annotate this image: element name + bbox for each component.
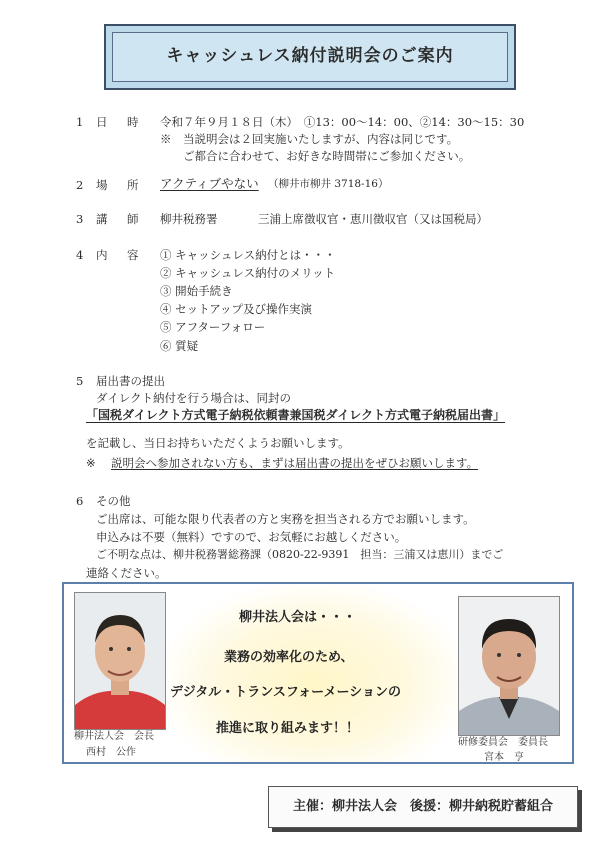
section-2-number: 2 xyxy=(76,178,84,192)
content-item: ⑤ アフターフォロー xyxy=(160,320,266,334)
submission-line-1: ダイレクト納付を行う場合は、同封の xyxy=(96,391,292,405)
organizer-footer xyxy=(268,786,578,828)
chairman-name: 西村 公作 xyxy=(86,747,136,758)
datetime-note-1: ※ 当説明会は２回実施いたしますが、内容は同じです。 xyxy=(160,132,459,146)
submission-form-name: 「国税ダイレクト方式電子納税依頼書兼国税ダイレクト方式電子納税届出書」 xyxy=(86,408,506,422)
title-banner-inner xyxy=(112,32,508,82)
panel-message-line-2: 業務の効率化のため、 xyxy=(224,650,354,665)
section-4-number: 4 xyxy=(76,248,84,262)
datetime-note-2: ご都合に合わせて、お好きな時間帯にご参加ください。 xyxy=(183,149,471,163)
section-6-number: 6 xyxy=(76,494,84,508)
committee-chair-name: 宮本 亨 xyxy=(484,752,524,763)
submission-line-2: を記載し、当日お持ちいただくようお願いします。 xyxy=(86,436,350,450)
content-item: ① キャッシュレス納付とは・・・ xyxy=(160,248,336,262)
footer-corner xyxy=(569,786,578,795)
panel-message-line-4: 推進に取り組みます！！ xyxy=(216,721,360,736)
lecturer-office: 柳井税務署 xyxy=(160,212,218,226)
content-item: ④ セットアップ及び操作実演 xyxy=(160,302,313,316)
submission-note: 説明会へ参加されない方も、まずは届出書の提出をぜひお願いします。 xyxy=(111,456,479,470)
footer-corner xyxy=(268,786,277,795)
section-2-label: 場 所 xyxy=(96,178,143,192)
lecturer-people: 三浦上席徴収官・恵川徴収官（又は国税局） xyxy=(258,212,488,226)
page-title: キャッシュレス納付説明会のご案内 xyxy=(166,46,454,67)
venue-address: （柳井市柳井 3718-16） xyxy=(268,178,389,190)
section-1-label: 日 時 xyxy=(96,115,143,129)
section-5-number: 5 xyxy=(76,374,84,388)
title-banner xyxy=(104,24,516,90)
panel-message-line-3: デジタル・トランスフォーメーションの xyxy=(170,685,402,700)
association-panel xyxy=(62,582,574,764)
section-3-number: 3 xyxy=(76,212,84,226)
submission-heading: 届出書の提出 xyxy=(96,374,165,388)
other-line-2: 申込みは不要（無料）ですので、お気軽にお越しください。 xyxy=(96,530,407,544)
other-line-1: ご出席は、可能な限り代表者の方と実務を担当される方でお願いします。 xyxy=(96,512,475,526)
chairman-role: 柳井法人会 会長 xyxy=(74,731,154,742)
content-item: ⑥ 質疑 xyxy=(160,339,199,353)
other-heading: その他 xyxy=(96,494,131,508)
content-item: ③ 開始手続き xyxy=(160,284,233,298)
datetime-value: 令和７年９月１８日（木） ①13：00～14：00、②14：30～15：30 xyxy=(160,115,525,129)
submission-note-mark: ※ xyxy=(86,456,96,470)
venue-name: アクティブやない xyxy=(160,176,259,191)
organizer-text: 主催：柳井法人会 後援：柳井納税貯蓄組合 xyxy=(292,798,553,814)
content-item: ② キャッシュレス納付のメリット xyxy=(160,266,336,280)
section-3-label: 講 師 xyxy=(96,212,143,226)
chairman-photo xyxy=(74,592,166,730)
section-4-label: 内 容 xyxy=(96,248,143,262)
committee-chair-photo xyxy=(458,596,560,736)
committee-chair-role: 研修委員会 委員長 xyxy=(458,737,548,748)
other-line-4: 連絡ください。 xyxy=(86,566,167,580)
other-line-3: ご不明な点は、柳井税務署総務課（0820-22-9391 担当：三浦又は恵川）までご xyxy=(96,548,504,561)
section-1-number: 1 xyxy=(76,115,84,129)
panel-message-line-1: 柳井法人会は・・・ xyxy=(239,610,357,625)
